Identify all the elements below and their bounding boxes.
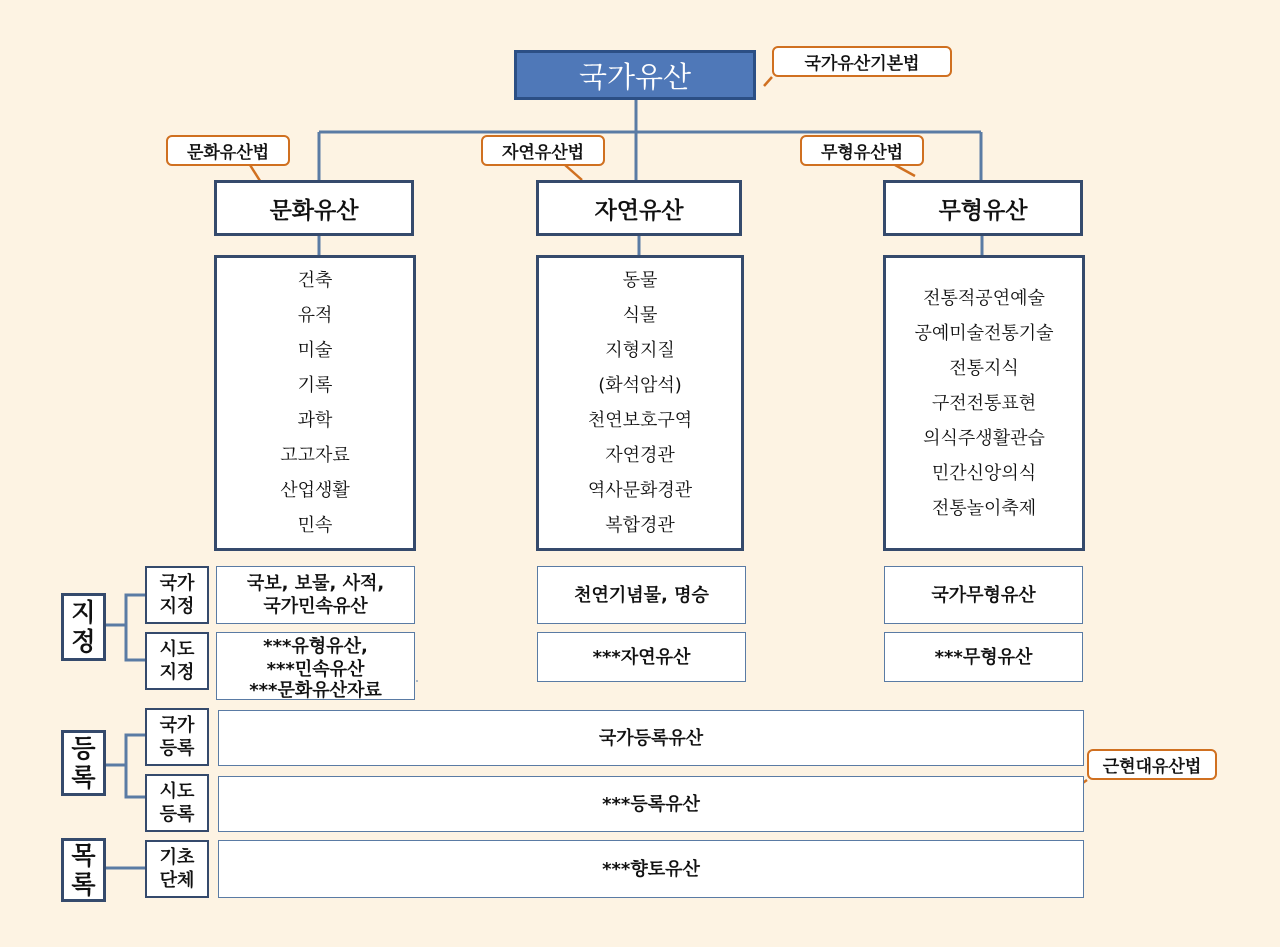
culture-heritage-title: 문화유산 bbox=[269, 197, 359, 224]
list-item: 역사문화경관 bbox=[587, 480, 693, 501]
designation-group-label bbox=[61, 593, 106, 661]
listing-group-char: 목 bbox=[71, 841, 96, 870]
list-item: 복합경관 bbox=[605, 515, 675, 536]
row-label-line: 기초 bbox=[159, 847, 195, 868]
list-item: 동물 bbox=[622, 270, 658, 291]
row-label-line: 국가 bbox=[159, 715, 195, 736]
root-label: 국가유산 bbox=[578, 59, 692, 94]
list-item: 의식주생활관습 bbox=[923, 427, 1045, 449]
list-item: 지형지질 bbox=[605, 340, 675, 361]
culture-items-list bbox=[214, 255, 416, 551]
intangible-law-callout bbox=[800, 135, 924, 166]
nature-heritage-title: 자연유산 bbox=[594, 197, 684, 224]
modern-heritage-law-callout bbox=[1087, 749, 1217, 780]
cell-line: ***등록유산 bbox=[602, 793, 700, 815]
designation-group-char: 정 bbox=[71, 627, 96, 656]
list-item: 천연보호구역 bbox=[587, 410, 693, 431]
registration-group-char: 등 bbox=[71, 734, 96, 763]
designation-group-char: 지 bbox=[71, 598, 96, 627]
list-item: 민간신앙의식 bbox=[931, 462, 1037, 484]
local-government-label bbox=[145, 840, 209, 898]
nature-heritage-box bbox=[536, 180, 742, 236]
listing-group-label bbox=[61, 838, 106, 902]
list-item: 산업생활 bbox=[280, 480, 350, 501]
list-item: 공예미술전통기술 bbox=[914, 322, 1054, 344]
provincial-designation-nature bbox=[537, 632, 746, 682]
row-label-line: 등록 bbox=[159, 738, 195, 759]
list-item: 자연경관 bbox=[605, 445, 675, 466]
list-item: 식물 bbox=[622, 305, 658, 326]
listing-group-char: 록 bbox=[71, 870, 96, 899]
provincial-designation-culture bbox=[216, 632, 415, 700]
cell-line: ***향토유산 bbox=[602, 858, 700, 880]
list-item: (화석암석) bbox=[598, 375, 682, 396]
intangible-law-label: 무형유산법 bbox=[820, 143, 904, 163]
national-designation-intangible bbox=[884, 566, 1083, 624]
provincial-registration-cell bbox=[218, 776, 1084, 832]
row-label-line: 지정 bbox=[159, 596, 195, 617]
list-item: 건축 bbox=[297, 270, 333, 291]
root-law-callout bbox=[772, 46, 952, 77]
culture-law-callout bbox=[166, 135, 290, 166]
intangible-heritage-title: 무형유산 bbox=[938, 197, 1028, 224]
list-item: 전통지식 bbox=[949, 357, 1019, 379]
list-item: 구전전통표현 bbox=[931, 392, 1037, 414]
cell-line: ***유형유산, bbox=[263, 636, 368, 657]
list-item: 전통놀이축제 bbox=[931, 497, 1037, 519]
nature-law-label: 자연유산법 bbox=[501, 143, 585, 163]
list-item: 고고자료 bbox=[280, 445, 350, 466]
local-heritage-cell bbox=[218, 840, 1084, 898]
list-item: 유적 bbox=[297, 305, 333, 326]
cell-line: ***무형유산 bbox=[934, 646, 1033, 668]
cell-line: 국가민속유산 bbox=[263, 596, 368, 617]
cell-line: ***민속유산 bbox=[266, 659, 365, 680]
modern-heritage-law-label: 근현대유산법 bbox=[1102, 757, 1202, 777]
list-item: 과학 bbox=[297, 410, 333, 431]
cell-line: 국보, 보물, 사적, bbox=[246, 573, 385, 594]
row-label-line: 시도 bbox=[159, 639, 195, 660]
root-node bbox=[514, 50, 756, 100]
nature-law-callout bbox=[481, 135, 605, 166]
list-item: 전통적공연예술 bbox=[923, 287, 1045, 309]
national-registration-label bbox=[145, 708, 209, 766]
national-designation-culture bbox=[216, 566, 415, 624]
cell-line: 국가무형유산 bbox=[931, 584, 1036, 606]
provincial-designation-intangible bbox=[884, 632, 1083, 682]
intangible-heritage-box bbox=[883, 180, 1083, 236]
cell-line: ***자연유산 bbox=[592, 646, 691, 668]
nature-items-list bbox=[536, 255, 744, 551]
row-label-line: 시도 bbox=[159, 781, 195, 802]
provincial-designation-label bbox=[145, 632, 209, 690]
intangible-items-list bbox=[883, 255, 1085, 551]
provincial-registration-label bbox=[145, 774, 209, 832]
row-label-line: 지정 bbox=[159, 662, 195, 683]
cell-line: 천연기념물, 명승 bbox=[574, 584, 709, 606]
list-item: 기록 bbox=[297, 375, 333, 396]
national-designation-nature bbox=[537, 566, 746, 624]
registration-group-char: 록 bbox=[71, 763, 96, 792]
row-label-line: 단체 bbox=[159, 870, 195, 891]
row-label-line: 국가 bbox=[159, 573, 195, 594]
root-law-label: 국가유산기본법 bbox=[804, 54, 920, 74]
row-label-line: 등록 bbox=[159, 804, 195, 825]
registration-group-label bbox=[61, 730, 106, 796]
culture-law-label: 문화유산법 bbox=[186, 143, 270, 163]
cell-line: ***문화유산자료 bbox=[249, 680, 382, 701]
list-item: 민속 bbox=[297, 515, 333, 536]
culture-heritage-box bbox=[214, 180, 414, 236]
national-registration-cell bbox=[218, 710, 1084, 766]
cell-line: 국가등록유산 bbox=[598, 727, 704, 749]
list-item: 미술 bbox=[297, 340, 333, 361]
national-designation-label bbox=[145, 566, 209, 624]
